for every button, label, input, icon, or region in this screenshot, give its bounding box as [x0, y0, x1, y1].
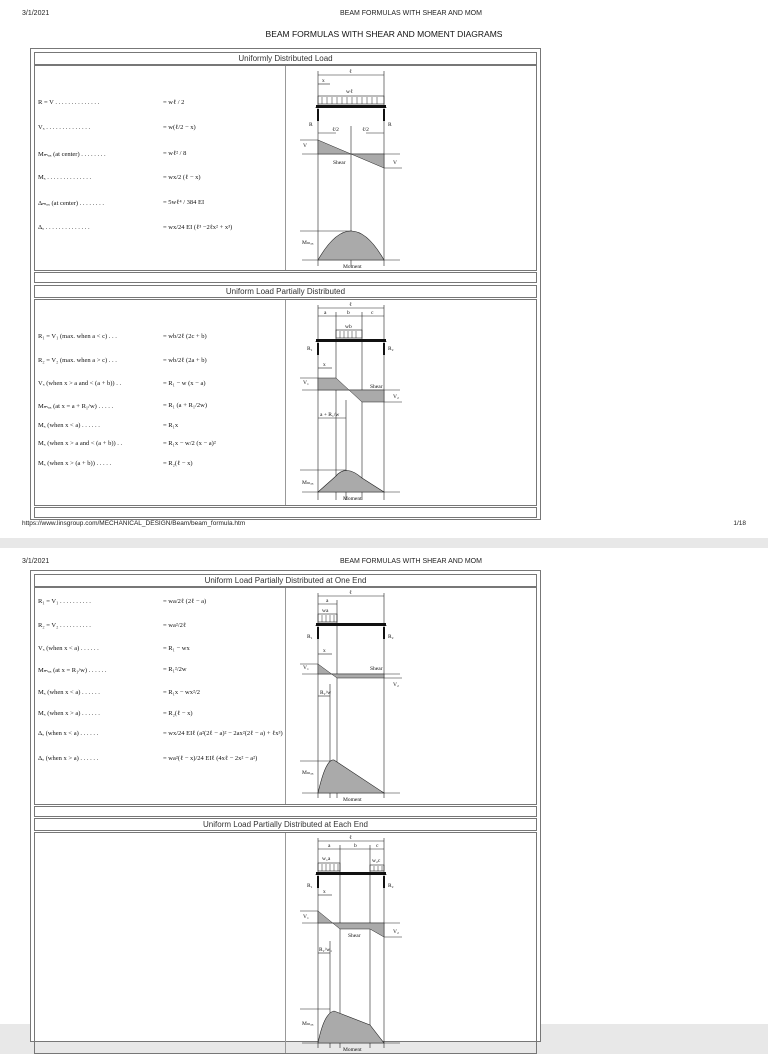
svg-text:Shear: Shear — [370, 384, 383, 390]
svg-text:Shear: Shear — [333, 160, 346, 166]
formula-row: Mₓ (when x > (a + b)) . . . . . = R₂(ℓ − x) — [38, 460, 193, 467]
formula-row: Δₓ (when x < a) . . . . . . = wx/24 EIℓ (a²(2ℓ − a)² − 2ax²(2ℓ − a) + ℓx³) — [38, 730, 283, 737]
formula-row: R₂ = V₂ . . . . . . . . . . = wa²/2ℓ — [38, 622, 186, 629]
row-spacer — [34, 507, 537, 518]
svg-text:Moment: Moment — [343, 797, 362, 803]
svg-text:R₂: R₂ — [388, 883, 394, 889]
svg-text:a + R₁/w: a + R₁/w — [320, 412, 340, 418]
svg-text:b: b — [354, 843, 357, 849]
svg-text:b: b — [347, 310, 350, 316]
column-divider — [285, 833, 286, 1053]
formula-row: Mₘₐₓ (at x = a + R₁/w) . . . . . = R₁ (a + R₁/2w) — [38, 402, 207, 410]
svg-text:ℓ: ℓ — [349, 69, 352, 75]
page-header — [22, 10, 746, 22]
svg-text:R₁: R₁ — [307, 634, 313, 640]
header-date: 3/1/2021 — [22, 558, 50, 565]
svg-text:Shear: Shear — [348, 933, 361, 939]
section-partial-load — [34, 299, 537, 506]
formula-row: Vₓ (when x > a and < (a + b)) . . = R₁ − w (x − a) — [38, 380, 206, 387]
svg-text:R: R — [388, 122, 392, 128]
page-footer — [22, 520, 746, 527]
svg-text:ℓ/2: ℓ/2 — [332, 127, 339, 133]
formula-row: Mₓ . . . . . . . . . . . . . . = wx/2 (ℓ − x) — [38, 174, 201, 181]
formula-row: R₁ = V₁ (max. when a < c) . . . = wb/2ℓ (2c + b) — [38, 333, 207, 340]
svg-text:a: a — [328, 843, 331, 849]
column-divider — [285, 588, 286, 804]
svg-text:Mₘₐₓ: Mₘₐₓ — [302, 770, 314, 776]
section-title: Uniform Load Partially Distributed — [34, 285, 537, 298]
svg-text:x: x — [322, 78, 325, 84]
svg-text:V₂: V₂ — [393, 929, 399, 935]
svg-text:x: x — [323, 889, 326, 895]
svg-text:R₁/w: R₁/w — [320, 690, 332, 696]
formula-row: Δₓ . . . . . . . . . . . . . . = wx/24 EI (ℓ³ −2ℓx² + x³) — [38, 224, 233, 231]
formula-row: Mₓ (when x > a and < (a + b)) . . = R₁x − w/2 (x − a)² — [38, 440, 216, 447]
header-title: BEAM FORMULAS WITH SHEAR AND MOM — [340, 558, 482, 565]
formula-row: Mₓ (when x > a) . . . . . . = R₂(ℓ − x) — [38, 710, 193, 717]
header-date: 3/1/2021 — [22, 10, 50, 17]
svg-text:V₂: V₂ — [393, 682, 399, 688]
section-each-end-load — [34, 832, 537, 1054]
beam-diagram-one-end — [290, 588, 415, 804]
svg-text:R₁: R₁ — [307, 346, 313, 352]
svg-text:c: c — [371, 310, 374, 316]
svg-text:x: x — [323, 648, 326, 654]
section-one-end-load — [34, 587, 537, 805]
svg-text:Moment: Moment — [343, 1047, 362, 1053]
svg-text:R₂: R₂ — [388, 634, 394, 640]
formula-table-2 — [30, 570, 541, 1053]
formula-row: Δₓ (when x > a) . . . . . . = wa²(ℓ − x)/24 EIℓ (4xℓ − 2x² − a²) — [38, 755, 258, 762]
svg-text:V₁: V₁ — [303, 665, 309, 671]
svg-text:V: V — [393, 160, 397, 166]
svg-text:Mₘₐₓ: Mₘₐₓ — [302, 240, 314, 246]
svg-text:V: V — [303, 143, 307, 149]
svg-text:R₁: R₁ — [307, 883, 313, 889]
svg-text:V₁: V₁ — [303, 914, 309, 920]
svg-text:c: c — [376, 843, 379, 849]
svg-text:V₁: V₁ — [303, 380, 309, 386]
svg-text:Mₘₐₓ: Mₘₐₓ — [302, 480, 314, 486]
section-uniform-load — [34, 65, 537, 271]
svg-text:wb: wb — [345, 324, 352, 330]
beam-diagram-partial — [290, 300, 415, 505]
svg-text:ℓ/2: ℓ/2 — [362, 127, 369, 133]
footer-url[interactable]: https://www.linsgroup.com/MECHANICAL_DESIGN/Beam/beam_formula.htm — [22, 520, 246, 527]
formula-row: Vₓ . . . . . . . . . . . . . . = w(ℓ/2 − x) — [38, 124, 196, 131]
row-spacer — [34, 272, 537, 283]
svg-text:w₁a: w₁a — [322, 856, 331, 862]
section-title: Uniform Load Partially Distributed at Each End — [34, 818, 537, 831]
svg-text:a: a — [324, 310, 327, 316]
formula-row: R = V . . . . . . . . . . . . . . = wℓ / 2 — [38, 99, 185, 106]
page-2 — [0, 548, 768, 1053]
formula-row: Vₓ (when x < a) . . . . . . = R₁ − wx — [38, 645, 190, 652]
svg-text:V₂: V₂ — [393, 394, 399, 400]
svg-text:ℓ: ℓ — [349, 302, 352, 308]
formula-row: Mₘₐₓ (at center) . . . . . . . . = wℓ² / 8 — [38, 150, 187, 158]
svg-text:wℓ: wℓ — [346, 89, 353, 95]
row-spacer — [34, 806, 537, 817]
formula-row: Mₓ (when x < a) . . . . . . = R₁x — [38, 422, 179, 429]
section-title: Uniformly Distributed Load — [34, 52, 537, 65]
beam-diagram-uniform — [290, 66, 415, 270]
svg-text:Shear: Shear — [370, 666, 383, 672]
svg-text:R₂: R₂ — [388, 346, 394, 352]
section-title: Uniform Load Partially Distributed at One End — [34, 574, 537, 587]
beam-diagram-each-end — [290, 833, 415, 1053]
svg-text:ℓ: ℓ — [349, 835, 352, 841]
document-title: BEAM FORMULAS WITH SHEAR AND MOMENT DIAGRAMS — [265, 29, 503, 39]
page-header — [22, 558, 746, 570]
svg-text:R: R — [309, 122, 313, 128]
formula-row: R₂ = V₂ (max. when a > c) . . . = wb/2ℓ (2a + b) — [38, 357, 207, 364]
svg-text:Moment: Moment — [343, 264, 362, 270]
svg-text:w₂c: w₂c — [372, 858, 381, 864]
svg-text:x: x — [323, 362, 326, 368]
column-divider — [285, 300, 286, 505]
svg-text:wa: wa — [322, 608, 329, 614]
svg-text:Moment: Moment — [343, 496, 362, 502]
svg-text:R₁/w₁: R₁/w₁ — [319, 947, 333, 953]
formula-row: Mₓ (when x < a) . . . . . . = R₁x − wx²/2 — [38, 689, 201, 696]
svg-text:a: a — [326, 598, 329, 604]
column-divider — [285, 66, 286, 270]
page-number: 1/18 — [733, 520, 746, 527]
svg-text:Mₘₐₓ: Mₘₐₓ — [302, 1021, 314, 1027]
formula-row: R₁ = V₁ . . . . . . . . . . = wa/2ℓ (2ℓ − a) — [38, 598, 207, 605]
formula-row: Mₘₐₓ (at x = R₁/w) . . . . . . = R₁²/2w — [38, 666, 187, 674]
svg-text:ℓ: ℓ — [349, 590, 352, 596]
header-title: BEAM FORMULAS WITH SHEAR AND MOM — [340, 10, 482, 17]
formula-table-1 — [30, 48, 541, 520]
formula-row: Δₘₐₓ (at center) . . . . . . . . = 5wℓ⁴ / 384 EI — [38, 199, 205, 207]
